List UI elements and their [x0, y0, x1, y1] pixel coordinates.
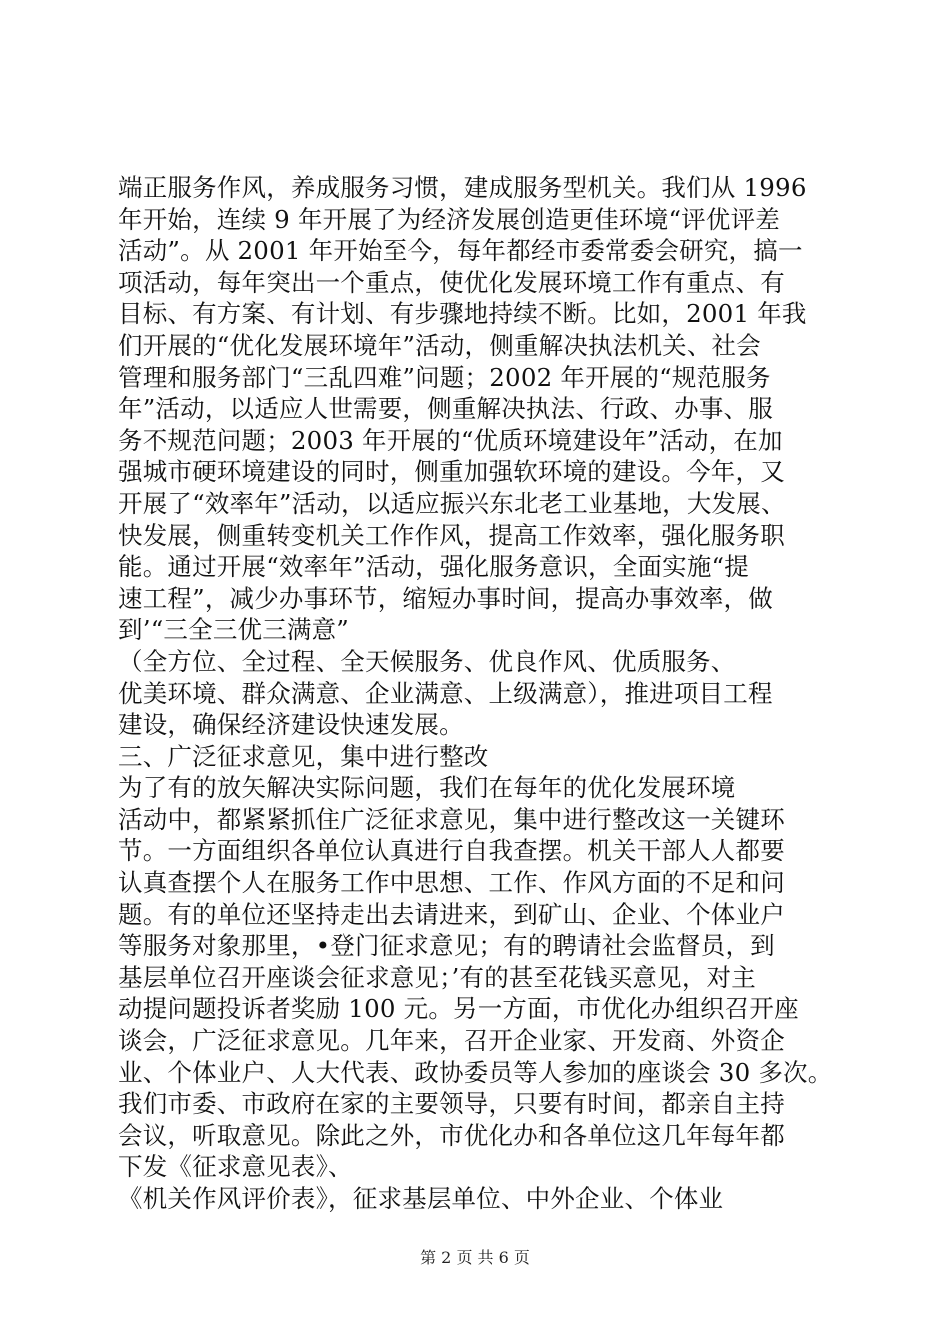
text-line: 谈会，广泛征求意见。几年来，召开企业家、开发商、外资企 — [118, 1026, 785, 1056]
text-line: 能。通过开展“效率年”活动，强化服务意识，全面实施“提 — [118, 552, 749, 582]
text-line: 速工程”，减少办事环节，缩短办事时间，提高办事效率，做 — [118, 583, 773, 613]
text-line: 为了有的放矢解决实际问题，我们在每年的优化发展环境 — [118, 773, 736, 803]
text-line: 年”活动，以适应人世需要，侧重解决执法、行政、办事、服 — [118, 394, 773, 424]
text-line: 务不规范问题；2003 年开展的“优质环境建设年”活动，在加 — [118, 425, 783, 455]
text-line: 基层单位召开座谈会征求意见；’有的甚至花钱买意见，对主 — [118, 962, 756, 992]
text-line: 下发《征求意见表》、 — [118, 1152, 353, 1182]
text-line: 端正服务作风，养成服务习惯，建成服务型机关。我们从 1996 — [118, 173, 807, 202]
text-line: 动提问题投诉者奖励 100 元。另一方面，市优化办组织召开座 — [118, 994, 799, 1024]
text-line: 管理和服务部门“三乱四难”问题；2002 年开展的“规范服务 — [118, 362, 771, 392]
text-line: 《机关作风评价表》，征求基层单位、中外企业、个体业 — [118, 1184, 724, 1213]
text-line: 节。一方面组织各单位认真进行自我查摆。机关干部人人都要 — [118, 836, 785, 866]
text-line: 等服务对象那里，•登门征求意见；有的聘请社会监督员，到 — [118, 931, 775, 961]
text-line: 活动中，都紧紧抓住广泛征求意见，集中进行整改这一关键环 — [118, 804, 785, 834]
text-line: 建设，确保经济建设快速发展。 — [118, 710, 464, 740]
text-line: 目标、有方案、有计划、有步骤地持续不断。比如，2001 年我 — [118, 299, 807, 329]
text-line: 年开始，连续 9 年开展了为经济发展创造更佳环境“评优评差 — [118, 204, 780, 234]
text-line: 我们市委、市政府在家的主要领导，只要有时间，都亲自主持 — [118, 1089, 785, 1119]
text-line: 开展了“效率年”活动，以适应振兴东北老工业基地，大发展、 — [118, 488, 786, 518]
page-footer: 第 2 页 共 6 页 — [420, 1248, 530, 1267]
text-line: 到’“三全三优三满意” — [118, 615, 350, 645]
text-line: 认真查摆个人在服务工作中思想、工作、作风方面的不足和问 — [118, 868, 785, 898]
text-line: （全方位、全过程、全天候服务、优良作风、优质服务、 — [118, 646, 736, 676]
text-line: 优美环境、群众满意、企业满意、上级满意），推进项目工程 — [118, 678, 773, 708]
text-line: 题。有的单位还坚持走出去请进来，到矿山、企业、个体业户 — [118, 899, 785, 929]
text-line: 三、广泛征求意见，集中进行整改 — [118, 741, 489, 771]
text-line: 项活动，每年突出一个重点，使优化发展环境工作有重点、有 — [118, 267, 785, 297]
text-line: 强城市硬环境建设的同时，侧重加强软环境的建设。今年，又 — [118, 457, 785, 487]
document-body — [118, 172, 858, 1215]
text-line: 业、个体业户、人大代表、政协委员等人参加的座谈会 30 多次。 — [118, 1057, 833, 1087]
text-line: 快发展，侧重转变机关工作作风，提高工作效率，强化服务职 — [118, 520, 785, 550]
text-line: 活动”。从 2001 年开始至今，每年都经市委常委会研究，搞一 — [118, 236, 803, 266]
text-line: 们开展的“优化发展环境年”活动，侧重解决执法机关、社会 — [118, 330, 761, 360]
text-line: 会议，听取意见。除此之外，市优化办和各单位这几年每年都 — [118, 1120, 785, 1150]
